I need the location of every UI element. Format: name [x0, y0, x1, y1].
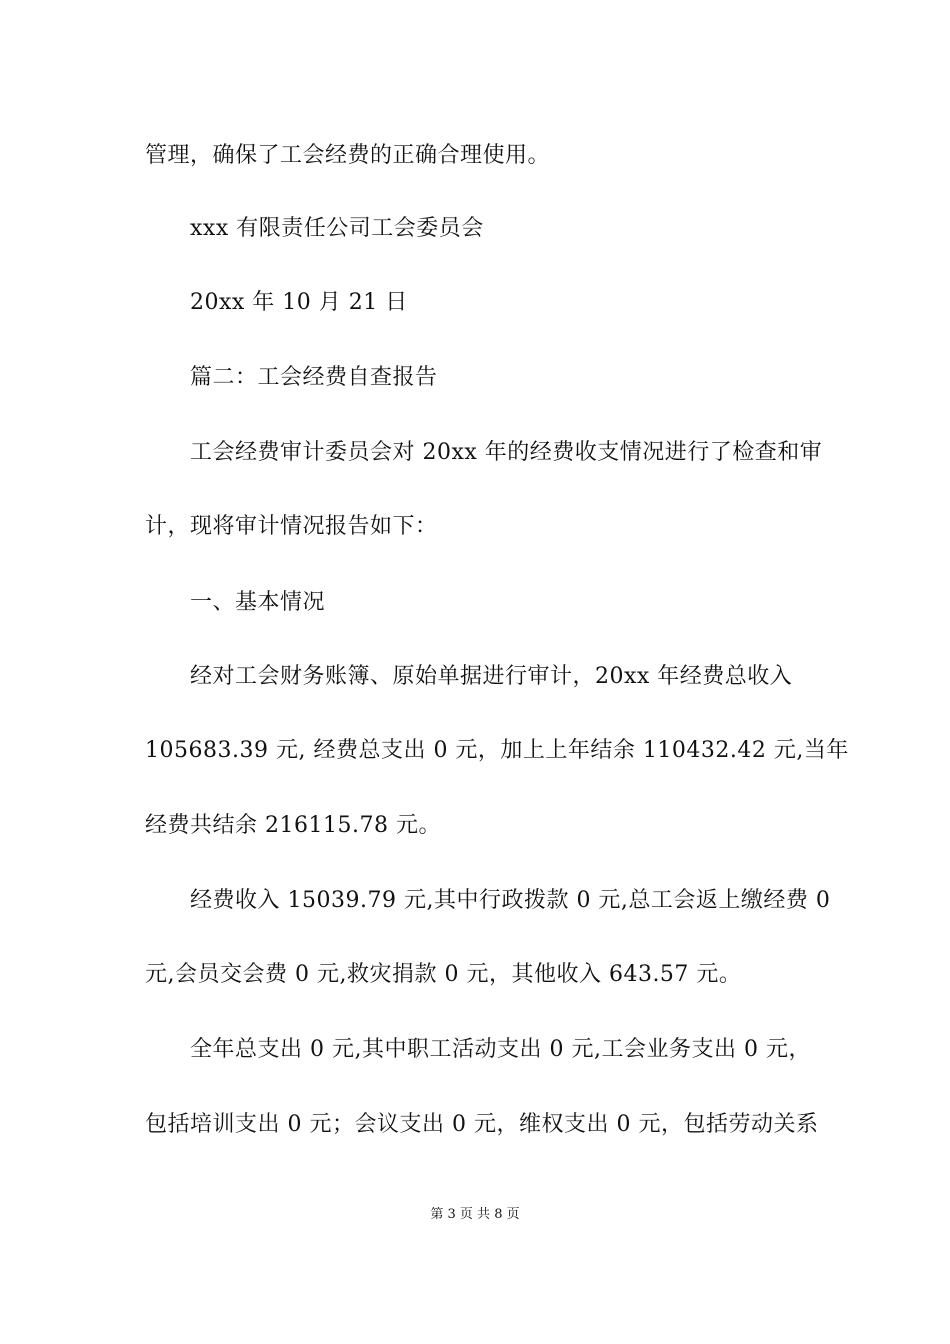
- signature-date: 20xx 年 10 月 21 日: [190, 290, 408, 315]
- paragraph-line: 管理，确保了工会经费的正确合理使用。: [145, 143, 551, 168]
- paragraph-line: 105683.39 元, 经费总支出 0 元，加上上年结余 110432.42 元,当年: [145, 738, 849, 763]
- paragraph-line: 经费收入 15039.79 元,其中行政拨款 0 元,总工会返上缴经费 0: [190, 888, 831, 913]
- section-heading: 篇二：工会经费自查报告: [190, 365, 438, 390]
- subsection-heading: 一、基本情况: [190, 590, 326, 615]
- paragraph-line: 元,会员交会费 0 元,救灾捐款 0 元，其他收入 643.57 元。: [145, 962, 742, 987]
- page-footer: [0, 1206, 950, 1224]
- paragraph-line: 经费共结余 216115.78 元。: [145, 813, 441, 838]
- paragraph-line: 计，现将审计情况报告如下：: [145, 514, 438, 539]
- page-number-label: 第 3 页 共 8 页: [430, 1207, 520, 1222]
- paragraph-line: 工会经费审计委员会对 20xx 年的经费收支情况进行了检查和审: [190, 440, 823, 465]
- paragraph-line: 包括培训支出 0 元；会议支出 0 元，维权支出 0 元，包括劳动关系: [145, 1112, 819, 1137]
- paragraph-line: 全年总支出 0 元,其中职工活动支出 0 元,工会业务支出 0 元，: [190, 1037, 811, 1062]
- signature-organization: xxx 有限责任公司工会委员会: [190, 216, 484, 241]
- paragraph-line: 经对工会财务账簿、原始单据进行审计，20xx 年经费总收入: [190, 664, 793, 689]
